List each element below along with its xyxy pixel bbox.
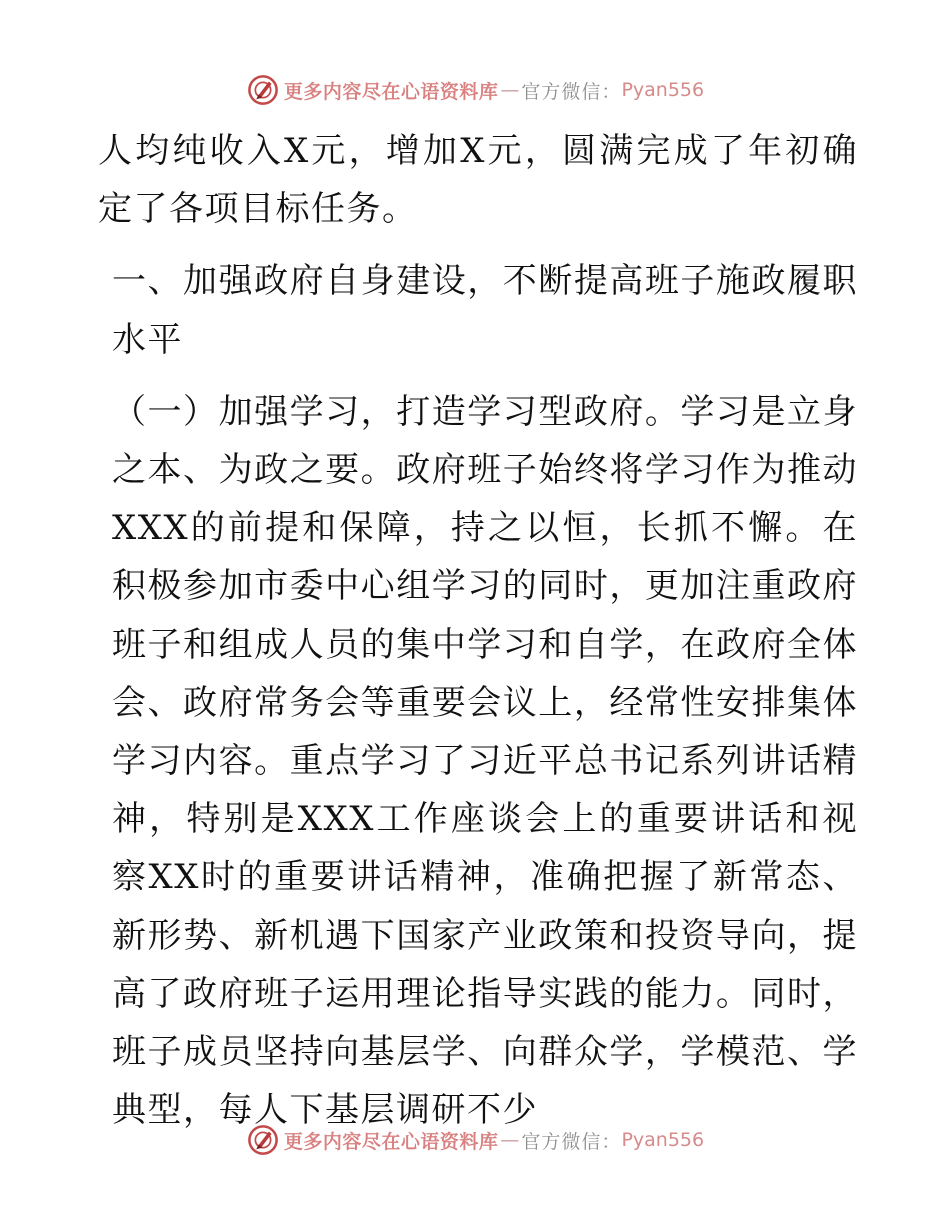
fountain-pen-logo-icon	[246, 1123, 280, 1157]
footer-watermark	[0, 1120, 950, 1160]
banner-label: 官方微信：	[521, 80, 622, 103]
banner-wechat-id: Pyan556	[621, 1129, 705, 1151]
section-heading: 一、加强政府自身建设，不断提高班子施政履职水平	[112, 261, 858, 360]
banner-dash: —	[500, 1129, 520, 1151]
banner-label: 官方微信：	[521, 1130, 622, 1153]
paragraph-study: （一）加强学习，打造学习型政府。学习是立身之本、为政之要。政府班子始终将学习作为推动XXX的前提和保障，持之以恒，长抓不懈。在积极参加市委中心组学习的同时，更加注重政府班子和组成人员的集中学习和自学，在政府全体会、政府常务会等重要会议上，经常性安排集体学习内容。重点学习了习近平总书记系列讲话精神，特别是XXX工作座谈会上的重要讲话和视察XX时的重要讲话精神，准确把握了新常态、新形势、新机遇下国家产业政策和投资导向，提高了政府班子运用理论指导实践的能力。同时，班子成员坚持向基层学、向群众学，学模范、学典型，每人下基层调研不少	[112, 391, 858, 1131]
document-body	[98, 122, 858, 1139]
banner-wechat-id: Pyan556	[621, 79, 705, 101]
banner-main-text: 更多内容尽在心语资料库	[283, 1130, 499, 1153]
header-watermark	[0, 70, 950, 110]
banner-dash: —	[500, 79, 520, 101]
banner-main-text: 更多内容尽在心语资料库	[283, 80, 499, 103]
paragraph-continuation: 人均纯收入X元，增加X元，圆满完成了年初确定了各项目标任务。	[98, 131, 858, 230]
fountain-pen-logo-icon	[246, 73, 280, 107]
